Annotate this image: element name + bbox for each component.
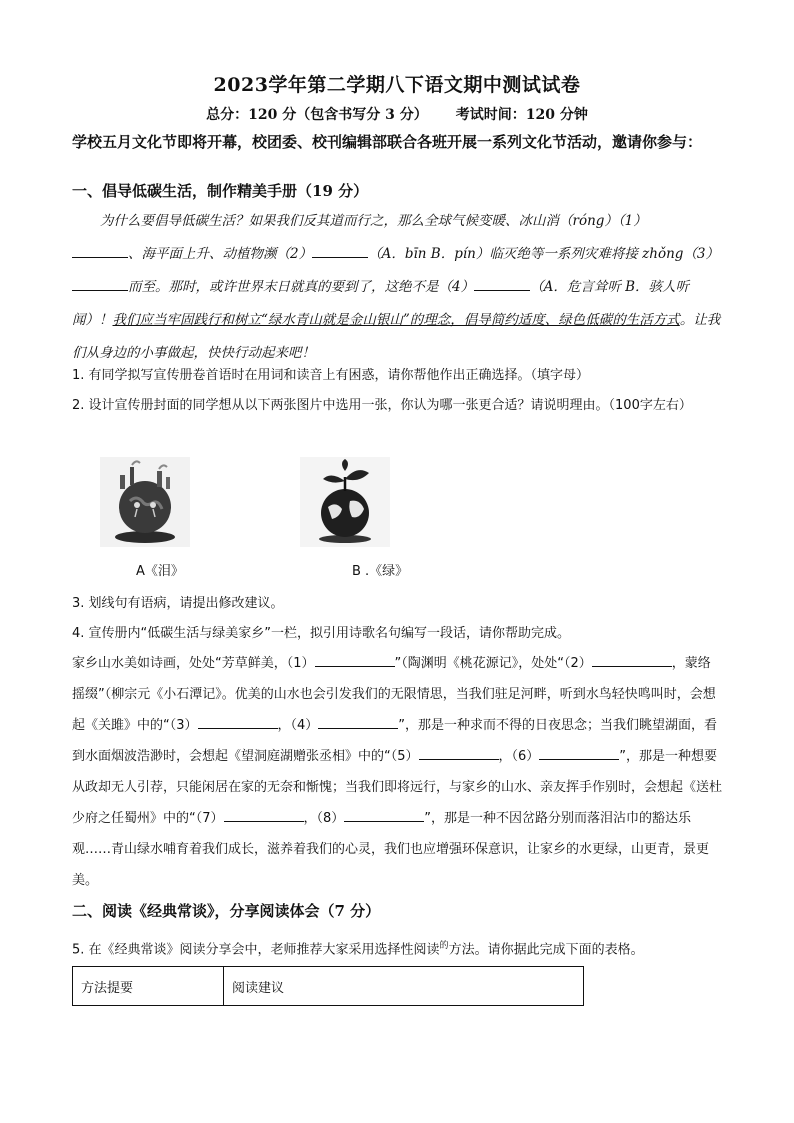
fill-text-3: ，蒙络摇缀”（柳宗元《小石潭记》。优美的山水也会引发我们的无限情思，当我们驻足河畔，听到水鸟轻快鸣叫时，会想起《关雎》中的“（3） — [72, 656, 716, 733]
poem-blank-7[interactable] — [224, 807, 304, 822]
poem-blank-6[interactable] — [539, 745, 619, 760]
table-row — [73, 967, 584, 1006]
passage-p3: （A．bīn B．pín）临灭绝等一系列灾难将接 zhǒng（3） — [368, 246, 720, 262]
section1-passage — [72, 205, 722, 370]
passage-p5: （A．危言耸听 B．骇人听 — [530, 279, 690, 295]
question-2: 2. 设计宣传册封面的同学想从以下两张图片中选用一张，你认为哪一张更合适？请说明理由。（100字左右） — [72, 398, 692, 413]
passage-p2: 、海平面上升、动植物濒（2） — [128, 246, 313, 262]
cover-image-options — [100, 455, 440, 585]
question-5-mark: 的 — [439, 941, 449, 951]
answer-blank-4[interactable] — [474, 276, 530, 291]
fill-text-2: ”（陶渊明《桃花源记》，处处“（2） — [394, 656, 592, 671]
score-info: 总分：120 分（包含书写分 3 分） — [206, 107, 428, 123]
answer-blank-2[interactable] — [312, 243, 368, 258]
fill-text-8: ，（8） — [303, 811, 345, 826]
image-a-caption: A《泪》 — [136, 564, 184, 579]
question-1: 1. 有同学拟写宣传册卷首语时在用词和读音上有困惑，请你帮他作出正确选择。（填字母） — [72, 368, 590, 383]
poem-blank-2[interactable] — [592, 652, 672, 667]
passage-p6: 闻）！ — [72, 312, 113, 328]
intro-text: 学校五月文化节即将开幕，校团委、校刊编辑部联合各班开展一系列文化节活动，邀请你参与： — [72, 133, 703, 151]
passage-p4: 而至。那时，或许世界末日就真的要到了，这绝不是（4） — [128, 279, 475, 295]
poem-blank-3[interactable] — [198, 714, 278, 729]
poem-blank-1[interactable] — [315, 652, 395, 667]
poem-blank-8[interactable] — [344, 807, 424, 822]
fill-text-6: ，（6） — [498, 749, 540, 764]
answer-blank-3[interactable] — [72, 276, 128, 291]
fill-text-9: ”，那是一种不因岔路分别而落泪沾巾的豁达乐观……青山绿水哺育着我们成长，滋养着我们的心灵，我们也应增强环保意识，让家乡的水更绿，山更青，景更美。 — [72, 811, 710, 888]
passage-p1: 为什么要倡导低碳生活？如果我们反其道而行之，那么全球气候变暖、冰山消（róng）（1） — [100, 213, 647, 229]
question-3: 3. 划线句有语病，请提出修改建议。 — [72, 596, 284, 611]
section2-heading: 二、阅读《经典常谈》，分享阅读体会（7 分） — [72, 902, 381, 920]
question-5-text-a: 5. 在《经典常谈》阅读分享会中，老师推荐大家采用选择性阅读 — [72, 942, 440, 958]
poem-blank-5[interactable] — [419, 745, 499, 760]
crying-earth-icon — [100, 457, 190, 547]
exam-info — [0, 104, 794, 124]
image-b-caption: B .《绿》 — [352, 564, 409, 579]
plant-earth-icon — [300, 457, 390, 547]
poem-blank-4[interactable] — [318, 714, 398, 729]
fill-text-4: ，（4） — [277, 718, 319, 733]
section1-heading: 一、倡导低碳生活，制作精美手册（19 分） — [72, 182, 369, 200]
reading-table — [72, 966, 584, 1006]
answer-blank-1[interactable] — [72, 243, 128, 258]
time-info: 考试时间：120 分钟 — [455, 107, 588, 123]
fill-text-1: 家乡山水美如诗画，处处“芳草鲜美，（1） — [72, 656, 315, 671]
table-header-method: 方法提要 — [73, 967, 224, 1006]
question-5 — [72, 930, 722, 966]
poetry-fill-paragraph — [72, 648, 722, 896]
table-header-advice: 阅读建议 — [224, 967, 584, 1006]
fill-text-5: ”，那是一种求而不得的日夜思念；当我们眺望湖面，看到水面烟波浩渺时，会想起《望洞庭湖赠张丞相》中的“（5） — [72, 718, 718, 764]
question-5-text-b: 方法。请你据此完成下面的表格。 — [448, 942, 644, 958]
underlined-sentence: 我们应当牢固践行和树立“绿水青山就是金山银山”的理念，倡导简约适度、绿色低碳的生活方式 — [112, 312, 680, 328]
fill-text-7: ”，那是一种想要从政却无人引荐，只能闲居在家的无奈和惭愧；当我们即将远行，与家乡的山水、亲友挥手作别时，会想起《送杜少府之任蜀州》中的“（7） — [72, 749, 723, 826]
page-title: 2023学年第二学期八下语文期中测试试卷 — [213, 74, 581, 96]
passage-p8: 。让我们从身边的小事做起，快快行动起来吧！ — [72, 312, 721, 361]
question-4: 4. 宣传册内“低碳生活与绿美家乡”一栏，拟引用诗歌名句编写一段话，请你帮助完成。 — [72, 626, 571, 641]
